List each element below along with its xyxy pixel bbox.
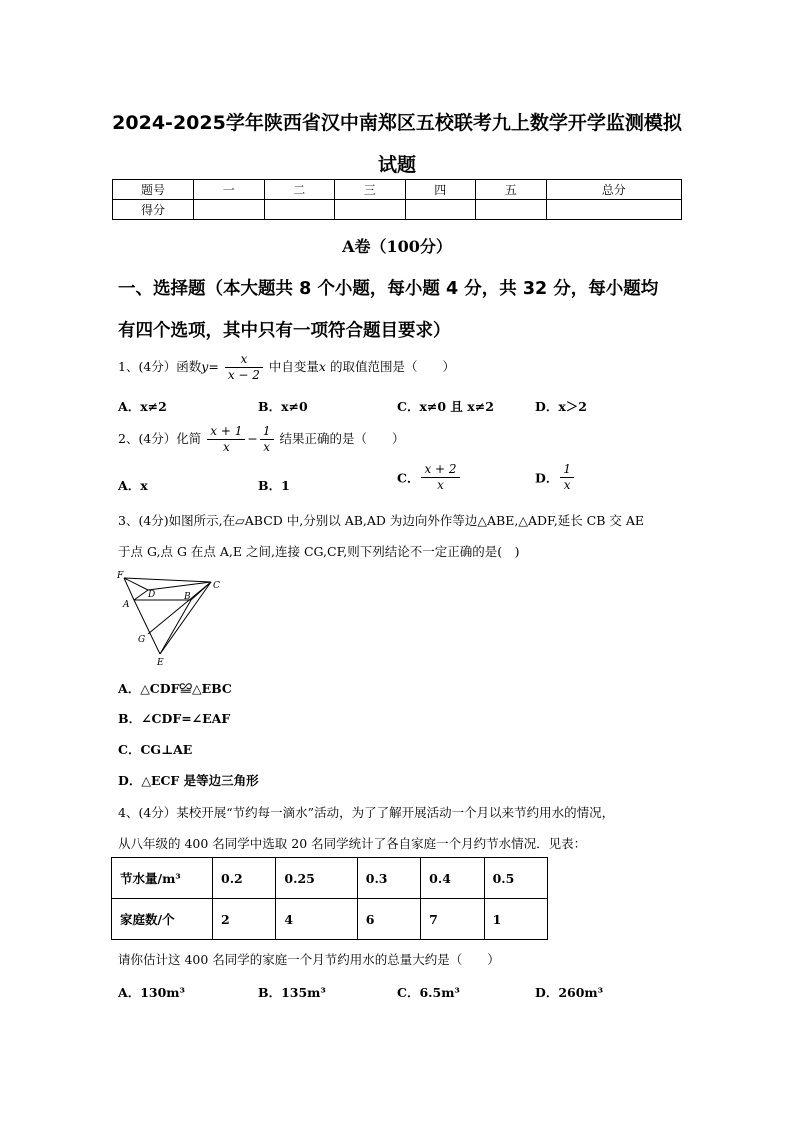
point-label-b: B <box>184 592 191 602</box>
table-cell: 2 <box>213 899 276 940</box>
denominator: x <box>263 440 271 454</box>
segment-fc <box>124 578 211 582</box>
numerator: x + 1 <box>207 424 245 440</box>
option-d[interactable]: D．△ECF 是等边三角形 <box>118 773 259 788</box>
point-label-f: F <box>117 571 124 581</box>
table-cell <box>194 200 265 220</box>
page-title-line2: 试题 <box>377 154 416 176</box>
question-4-line1: 4、(4分）某校开展“节约每一滴水”活动，为了了解开展活动一个月以来节约用水的情况， <box>118 805 615 820</box>
table-cell: 四 <box>405 180 476 200</box>
water-saving-table <box>111 857 548 940</box>
table-cell: 一 <box>194 180 265 200</box>
section-heading: A卷（100分） <box>342 237 452 256</box>
numerator: 1 <box>560 462 574 478</box>
table-cell: 7 <box>421 899 484 940</box>
option-a[interactable]: A．△CDF≌△EBC <box>118 681 232 696</box>
denominator: x <box>222 440 230 454</box>
option-c[interactable]: C．6.5m³ <box>397 985 460 1000</box>
section-title-line2: 有四个选项，其中只有一项符合题目要求） <box>118 321 451 341</box>
option-a[interactable]: A．130m³ <box>118 985 185 1000</box>
score-table <box>112 179 682 220</box>
geometry-figure <box>116 568 228 670</box>
question-text: 结果正确的是（ ） <box>279 431 405 446</box>
section-title: 一、选择题（本大题共 8 个小题，每小题 4 分，共 32 分，每小题均 <box>118 279 659 299</box>
table-row <box>112 899 548 940</box>
table-cell: 五 <box>476 180 547 200</box>
option-d[interactable] <box>535 462 576 493</box>
table-cell <box>335 200 406 220</box>
point-label-g: G <box>138 635 146 645</box>
fraction <box>560 462 574 493</box>
option-label: C． <box>397 470 420 486</box>
page-title: 2024-2025学年陕西省汉中南郑区五校联考九上数学开学监测模拟 <box>112 112 682 134</box>
option-b[interactable]: B．1 <box>258 478 290 493</box>
table-cell: 0.2 <box>213 858 276 899</box>
table-cell: 0.4 <box>421 858 484 899</box>
question-4-line2: 从八年级的 400 名同学中选取 20 名同学统计了各自家庭一个月约节水情况．见表： <box>118 836 587 851</box>
option-c[interactable]: C．CG⊥AE <box>118 742 193 757</box>
point-label-e: E <box>157 658 164 668</box>
question-3-line1: 3、(4分)如图所示,在▱ABCD 中,分别以 AB,AD 为边向外作等边△ABE,△ADF,延长 CB 交 AE <box>118 513 645 528</box>
table-cell <box>476 200 547 220</box>
table-cell: 得分 <box>113 200 194 220</box>
numerator: 1 <box>260 424 274 440</box>
table-cell: 二 <box>264 180 335 200</box>
option-d[interactable]: D．260m³ <box>535 985 604 1000</box>
option-label: D． <box>535 470 559 486</box>
table-cell: 0.3 <box>357 858 420 899</box>
option-c[interactable]: C．x≠0 且 x≠2 <box>397 399 494 414</box>
point-label-d: D <box>148 590 156 600</box>
question-text: 2、(4分）化简 <box>118 431 202 446</box>
option-b[interactable]: B．∠CDF=∠EAF <box>118 711 231 726</box>
point-label-a: A <box>123 600 130 610</box>
segment-be <box>160 600 191 654</box>
option-a[interactable]: A．x≠2 <box>118 399 167 414</box>
table-row <box>113 200 682 220</box>
option-a[interactable]: A．x <box>118 478 148 493</box>
table-cell: 4 <box>276 899 357 940</box>
table-cell: 1 <box>484 899 547 940</box>
table-cell: 6 <box>357 899 420 940</box>
var: y <box>201 359 209 374</box>
question-2 <box>118 424 405 455</box>
table-cell: 0.5 <box>484 858 547 899</box>
minus-sign: − <box>247 431 258 446</box>
segment-fa <box>124 578 134 600</box>
segment-fd <box>124 578 148 590</box>
numerator: x + 2 <box>421 462 459 478</box>
option-b[interactable]: B．135m³ <box>258 985 326 1000</box>
denominator: x <box>563 478 571 492</box>
table-cell: 0.25 <box>276 858 357 899</box>
eq: = <box>208 359 219 374</box>
point-label-c: C <box>213 581 220 591</box>
fraction <box>260 424 274 455</box>
fraction <box>207 424 245 455</box>
var: x <box>318 359 326 374</box>
table-header-cell: 节水量/m³ <box>112 858 213 899</box>
table-row <box>113 180 682 200</box>
table-cell: 三 <box>335 180 406 200</box>
question-text: 中自变量 <box>268 359 319 374</box>
segment-dc <box>148 582 211 590</box>
question-text: 1、(4分）函数 <box>118 359 202 374</box>
table-row <box>112 858 548 899</box>
fraction <box>421 462 459 493</box>
option-b[interactable]: B．x≠0 <box>258 399 308 414</box>
question-4-line3: 请你估计这 400 名同学的家庭一个月节约用水的总量大约是（ ） <box>118 952 500 967</box>
table-cell <box>546 200 682 220</box>
segment-ad <box>134 590 148 600</box>
denominator: x − 2 <box>227 368 260 382</box>
table-cell <box>405 200 476 220</box>
fraction <box>225 352 263 383</box>
table-cell: 总分 <box>546 180 682 200</box>
table-cell: 题号 <box>113 180 194 200</box>
option-d[interactable]: D．x＞2 <box>535 399 587 414</box>
table-header-cell: 家庭数/个 <box>112 899 213 940</box>
question-1 <box>118 352 455 383</box>
numerator: x <box>225 352 263 368</box>
question-text: 的取值范围是（ ） <box>329 359 455 374</box>
option-c[interactable] <box>397 462 462 493</box>
question-3-line2: 于点 G,点 G 在点 A,E 之间,连接 CG,CF,则下列结论不一定正确的是( ) <box>118 544 520 559</box>
table-cell <box>264 200 335 220</box>
denominator: x <box>437 478 444 492</box>
